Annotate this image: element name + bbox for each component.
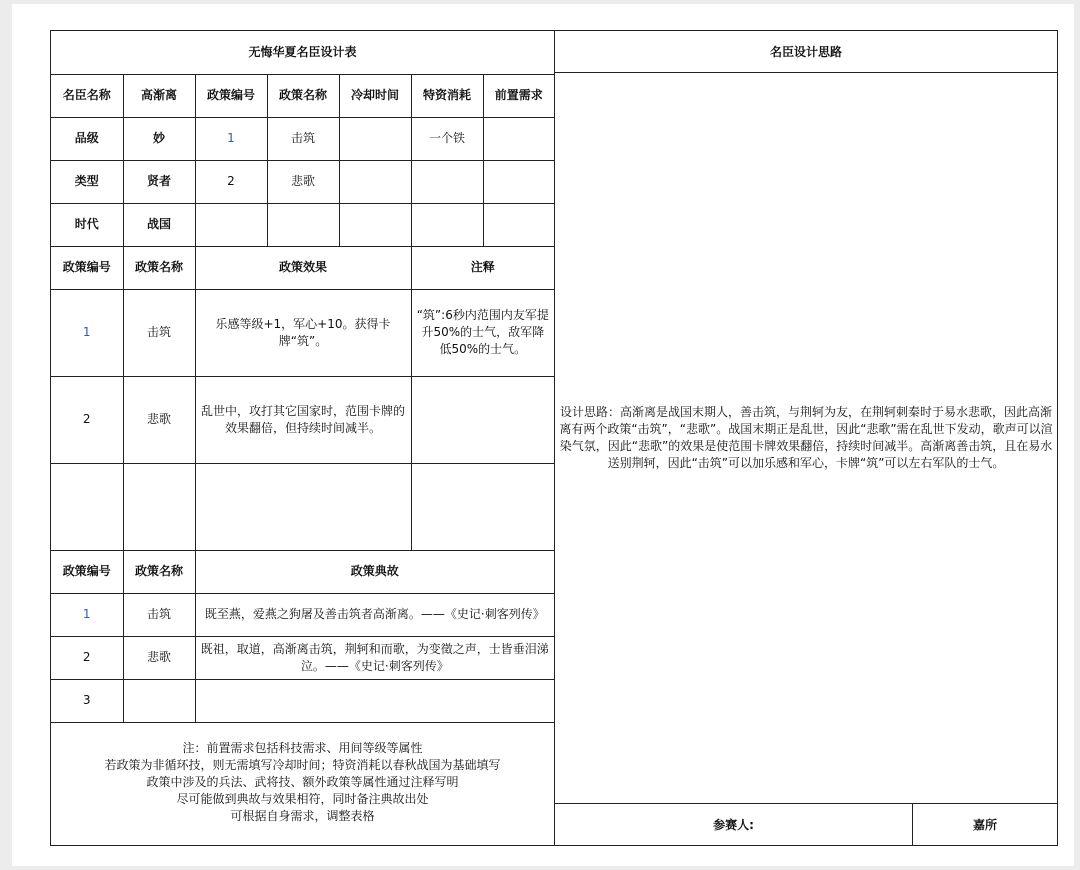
minister-name-value: 高渐离	[123, 74, 195, 117]
header-cell: 政策编号	[51, 550, 123, 593]
prereq-cell	[483, 117, 554, 160]
info-value: 战国	[123, 203, 195, 246]
design-thoughts-body	[555, 73, 1057, 804]
info-label: 品级	[51, 117, 123, 160]
design-thoughts-panel	[555, 31, 1057, 845]
participant-label: 参赛人:	[555, 804, 913, 845]
effects-row	[51, 463, 554, 550]
effects-row	[51, 289, 554, 376]
header-cell: 注释	[411, 246, 554, 289]
policy-number: 2	[51, 376, 123, 463]
design-thoughts-text: 设计思路：高渐离是战国末期人，善击筑，与荆轲为友，在荆轲刺秦时于易水悲歌，因此高渐离有两个政策“击筑”，“悲歌”。战国末期正是乱世，因此“悲歌”需在乱世下发动，歌声可以渲染气氛，因此“悲歌”的效果是使范围卡牌效果翻倍，持续时间减半。高渐离善击筑，且在易水送别荆轲，因此“击筑”可以加乐感和军心，卡牌“筑”可以左右军队的士气。	[559, 405, 1053, 470]
cost-cell	[411, 160, 483, 203]
note-line: 若政策为非循环技，则无需填写冷却时间；特资消耗以春秋战国为基础填写	[104, 758, 501, 772]
header-cell: 政策编号	[195, 74, 267, 117]
policy-note	[411, 376, 554, 463]
allusion-row	[51, 593, 554, 636]
info-value: 妙	[123, 117, 195, 160]
info-row	[51, 117, 554, 160]
allusion-row	[51, 679, 554, 722]
policy-name: 悲歌	[123, 636, 195, 679]
policy-note: “筑”:6秒内范围内友军提升50%的士气，敌军降低50%的士气。	[411, 289, 554, 376]
cooldown-cell	[339, 117, 411, 160]
policy-number: 3	[51, 679, 123, 722]
header-cell: 特资消耗	[411, 74, 483, 117]
info-row	[51, 203, 554, 246]
cost-cell: 一个铁	[411, 117, 483, 160]
prereq-cell	[483, 160, 554, 203]
policy-name: 悲歌	[123, 376, 195, 463]
policy-effect	[195, 463, 411, 550]
design-table-panel	[51, 31, 555, 845]
table-title: 无悔华夏名臣设计表	[51, 31, 554, 74]
form-notes	[51, 720, 554, 845]
note-line: 可根据自身需求，调整表格	[230, 809, 375, 823]
info-row	[51, 160, 554, 203]
policy-number: 2	[51, 636, 123, 679]
note-line: 尽可能做到典故与效果相符，同时备注典故出处	[176, 792, 429, 806]
venue-label: 嘉所	[972, 818, 997, 832]
header-cell: 政策名称	[123, 550, 195, 593]
header-cell: 政策名称	[123, 246, 195, 289]
policy-number	[51, 463, 123, 550]
header-cell: 政策效果	[195, 246, 411, 289]
header-row	[51, 74, 554, 117]
allusion-header-row	[51, 550, 554, 593]
info-label: 时代	[51, 203, 123, 246]
signature-row	[555, 804, 1057, 845]
document-sheet	[12, 4, 1074, 866]
policy-name: 击筑	[123, 289, 195, 376]
policy-number: 1	[51, 593, 123, 636]
note-line: 政策中涉及的兵法、武将技、额外政策等属性通过注释写明	[146, 775, 459, 789]
design-form	[50, 30, 1058, 846]
note-line: 注：前置需求包括科技需求、用间等级等属性	[182, 741, 423, 755]
allusion-row	[51, 636, 554, 679]
cooldown-cell	[339, 203, 411, 246]
policy-name	[123, 679, 195, 722]
policy-name: 悲歌	[267, 160, 339, 203]
info-value: 贤者	[123, 160, 195, 203]
prereq-cell	[483, 203, 554, 246]
header-cell: 政策典故	[195, 550, 554, 593]
design-table	[51, 31, 554, 723]
policy-allusion: 既至燕，爱燕之狗屠及善击筑者高渐离。——《史记·刺客列传》	[195, 593, 554, 636]
policy-number	[195, 203, 267, 246]
policy-effect: 乐感等级+1，军心+10。获得卡牌“筑”。	[195, 289, 411, 376]
header-cell: 政策编号	[51, 246, 123, 289]
policy-number: 2	[195, 160, 267, 203]
cost-cell	[411, 203, 483, 246]
policy-number: 1	[51, 289, 123, 376]
policy-name: 击筑	[267, 117, 339, 160]
header-cell: 名臣名称	[51, 74, 123, 117]
header-cell: 前置需求	[483, 74, 554, 117]
policy-number: 1	[195, 117, 267, 160]
policy-name	[123, 463, 195, 550]
cooldown-cell	[339, 160, 411, 203]
policy-name	[267, 203, 339, 246]
info-label: 类型	[51, 160, 123, 203]
effects-header-row	[51, 246, 554, 289]
header-cell: 政策名称	[267, 74, 339, 117]
policy-allusion: 既祖，取道，高渐离击筑，荆轲和而歌，为变徵之声，士皆垂泪涕泣。——《史记·刺客列传》	[195, 636, 554, 679]
policy-note	[411, 463, 554, 550]
policy-effect: 乱世中，攻打其它国家时，范围卡牌的效果翻倍，但持续时间减半。	[195, 376, 411, 463]
effects-row	[51, 376, 554, 463]
design-thoughts-title: 名臣设计思路	[555, 31, 1057, 73]
policy-name: 击筑	[123, 593, 195, 636]
policy-allusion	[195, 679, 554, 722]
header-cell: 冷却时间	[339, 74, 411, 117]
